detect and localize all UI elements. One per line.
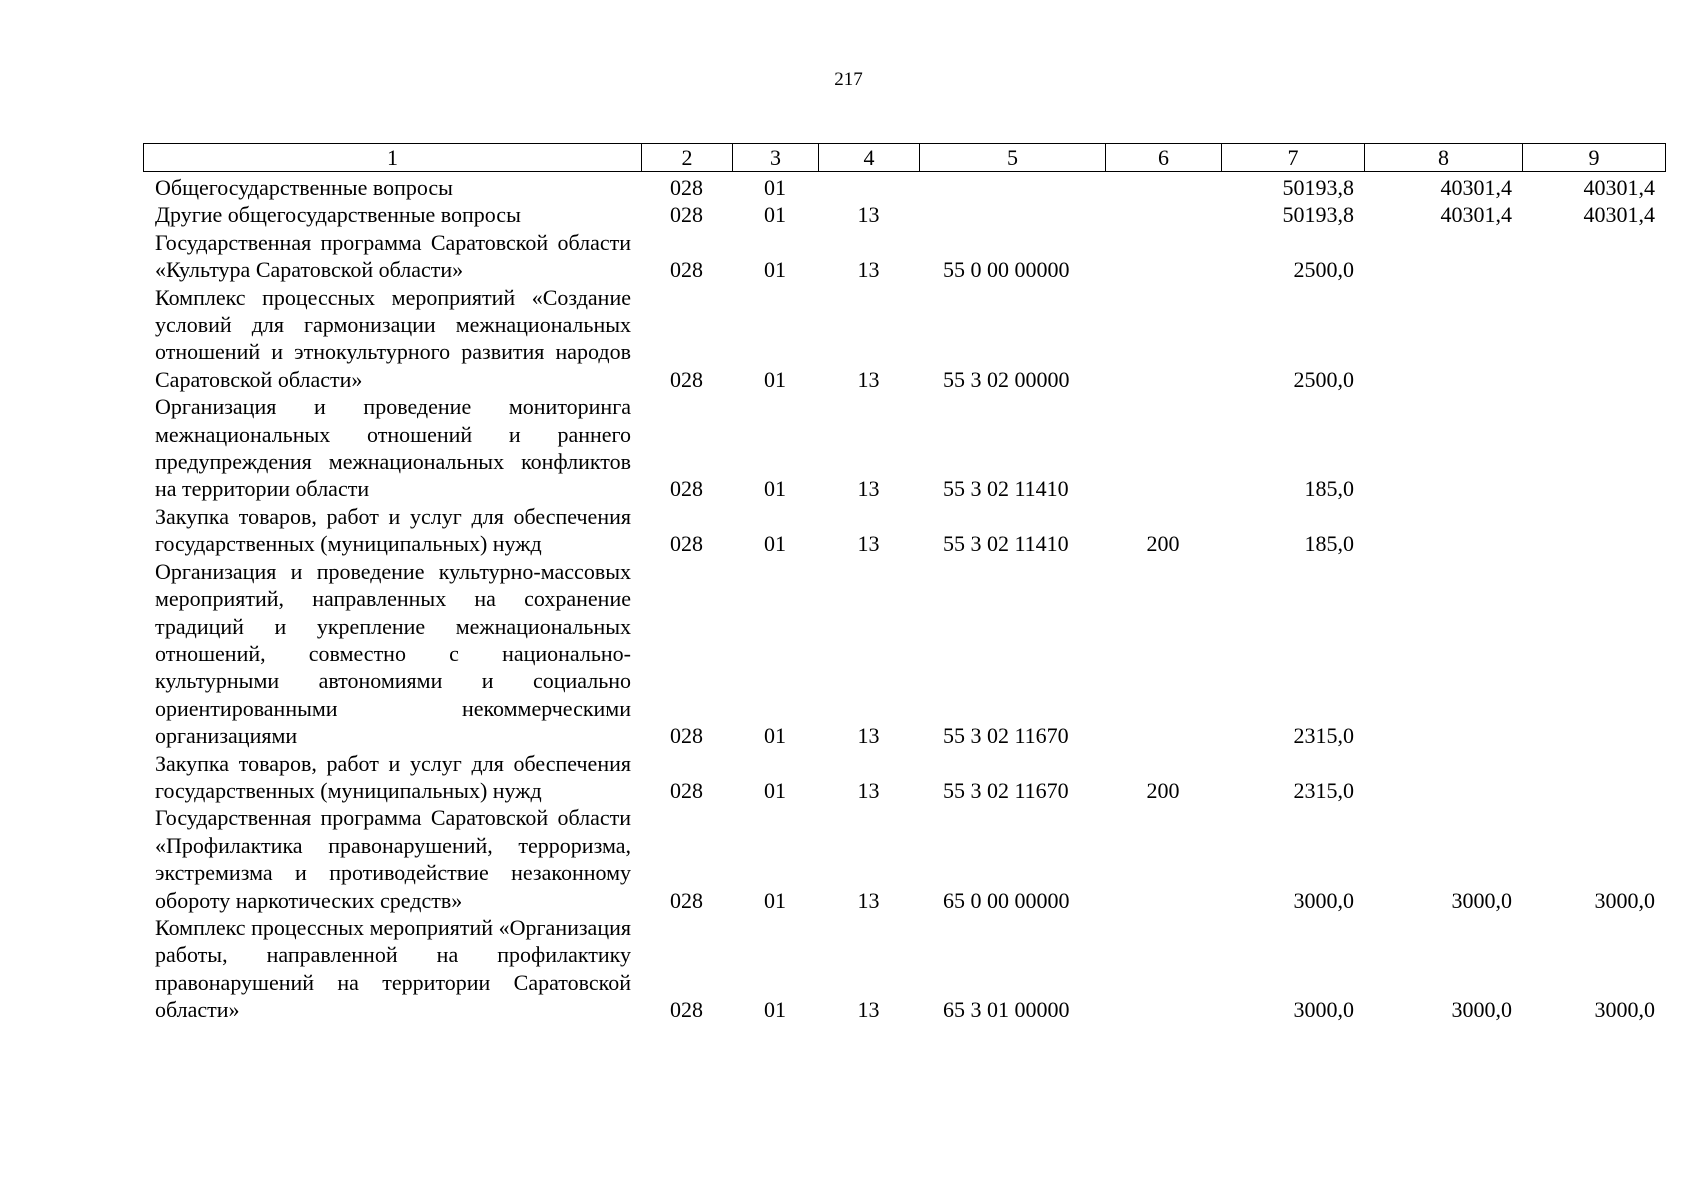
row-col-4: 13 [857,366,880,392]
row-col-5: 55 3 02 00000 [943,366,1070,392]
table-row [143,914,1665,1024]
header-col-5: 5 [920,144,1106,172]
header-col-2: 2 [642,144,733,172]
row-col-5: 65 0 00 00000 [943,887,1070,913]
row-col-2: 028 [670,531,703,557]
row-col-4: 13 [857,257,880,283]
row-col-8 [1364,503,1522,558]
table-row [143,503,1665,558]
column-number-header [143,143,1666,172]
header-col-8: 8 [1365,144,1523,172]
row-col-8 [1364,229,1522,284]
row-name: Закупка товаров, работ и услуг для обеспечения государственных (муниципальных) нужд [155,503,631,557]
header-col-3: 3 [733,144,819,172]
row-name: Комплекс процессных мероприятий «Организация работы, направленной на профилактику правонарушений на территории Саратовской области» [155,914,631,1023]
row-col-6 [1105,201,1221,228]
row-col-4: 13 [857,777,880,803]
row-name: Закупка товаров, работ и услуг для обеспечения государственных (муниципальных) нужд [155,750,631,803]
table-row [143,174,1665,201]
row-col-3: 01 [764,531,786,557]
row-col-9: 40301,4 [1583,175,1655,200]
row-col-6 [1105,393,1221,503]
table-row [143,284,1665,394]
row-col-6: 200 [1146,531,1180,557]
row-col-4: 13 [857,723,880,749]
row-col-4: 13 [857,887,880,913]
row-name: Организация и проведение культурно-массовых мероприятий, направленных на сохранение традиций и укрепление межнациональных отношений, совместно с национально-культурными автономиями и социально ориентированными некоммерческими организациями [155,558,631,749]
row-col-7: 50193,8 [1282,175,1354,200]
table-row [143,750,1665,805]
row-col-3: 01 [764,202,786,228]
row-name: Другие общегосударственные вопросы [155,202,521,228]
table-row [143,804,1665,914]
budget-table [143,174,1665,1024]
row-col-3: 01 [764,175,786,200]
row-col-2: 028 [670,723,703,749]
row-col-2: 028 [670,175,703,200]
row-name: Государственная программа Саратовской области «Профилактика правонарушений, терроризма, экстремизма и противодействие незаконному обороту наркотических средств» [155,805,631,913]
row-col-4: 13 [857,202,880,228]
row-name: Государственная программа Саратовской области «Культура Саратовской области» [155,229,631,283]
row-col-3: 01 [764,887,786,913]
row-col-9 [1522,503,1665,558]
row-col-2: 028 [670,476,703,502]
header-col-7: 7 [1222,144,1365,172]
row-col-5: 55 3 02 11410 [943,531,1069,557]
row-col-7: 2500,0 [1293,257,1354,283]
row-col-9 [1522,284,1665,394]
row-col-7: 50193,8 [1282,202,1354,228]
row-col-3: 01 [764,476,786,502]
row-col-5: 65 3 01 00000 [943,997,1070,1023]
row-col-4: 13 [857,997,880,1023]
row-col-6 [1105,174,1221,201]
header-col-4: 4 [819,144,920,172]
row-col-2: 028 [670,366,703,392]
row-col-6 [1105,284,1221,394]
table-row [143,201,1665,228]
row-col-7: 2315,0 [1293,777,1354,803]
row-col-3: 01 [764,997,786,1023]
row-col-3: 01 [764,257,786,283]
row-col-9 [1522,558,1665,750]
row-col-3: 01 [764,777,786,803]
row-col-9 [1522,229,1665,284]
row-col-9: 3000,0 [1594,887,1655,913]
table-body [143,174,1665,1024]
row-col-8: 3000,0 [1451,887,1512,913]
row-col-3: 01 [764,366,786,392]
row-col-2: 028 [670,257,703,283]
row-col-9 [1522,750,1665,805]
page-number: 217 [834,69,863,90]
row-col-7: 185,0 [1304,531,1354,557]
row-col-5: 55 3 02 11670 [943,723,1069,749]
row-col-7: 185,0 [1304,476,1354,502]
row-col-8: 40301,4 [1440,202,1512,228]
row-col-8: 3000,0 [1451,997,1512,1023]
row-col-4 [818,174,919,201]
row-col-8 [1364,393,1522,503]
row-col-2: 028 [670,202,703,228]
row-col-5 [919,174,1105,201]
row-col-9: 40301,4 [1583,202,1655,228]
row-col-7: 2315,0 [1293,723,1354,749]
table-row [143,558,1665,750]
row-col-6: 200 [1146,777,1180,803]
table-row [143,229,1665,284]
row-col-5: 55 0 00 00000 [943,257,1070,283]
row-col-2: 028 [670,777,703,803]
row-col-8 [1364,558,1522,750]
row-col-5: 55 3 02 11670 [943,777,1069,803]
row-col-6 [1105,229,1221,284]
row-col-9 [1522,393,1665,503]
row-col-6 [1105,558,1221,750]
row-col-6 [1105,914,1221,1024]
row-name: Организация и проведение мониторинга межнациональных отношений и раннего предупреждения межнациональных конфликтов на территории области [155,394,631,502]
row-col-2: 028 [670,997,703,1023]
row-col-5 [919,201,1105,228]
table-row [143,393,1665,503]
row-col-3: 01 [764,723,786,749]
header-col-1: 1 [144,144,642,172]
header-col-6: 6 [1106,144,1222,172]
row-col-7: 2500,0 [1293,366,1354,392]
row-col-4: 13 [857,476,880,502]
header-row [144,144,1666,172]
row-name: Комплекс процессных мероприятий «Создание условий для гармонизации межнациональных отношений и этнокультурного развития народов Саратовской области» [155,284,631,392]
row-col-9: 3000,0 [1594,997,1655,1023]
row-col-5: 55 3 02 11410 [943,476,1069,502]
row-col-6 [1105,804,1221,914]
header-col-9: 9 [1523,144,1666,172]
row-col-2: 028 [670,887,703,913]
row-name: Общегосударственные вопросы [155,175,453,200]
row-col-8: 40301,4 [1440,175,1512,200]
row-col-4: 13 [857,531,880,557]
row-col-8 [1364,750,1522,805]
row-col-7: 3000,0 [1293,997,1354,1023]
row-col-8 [1364,284,1522,394]
row-col-7: 3000,0 [1293,887,1354,913]
